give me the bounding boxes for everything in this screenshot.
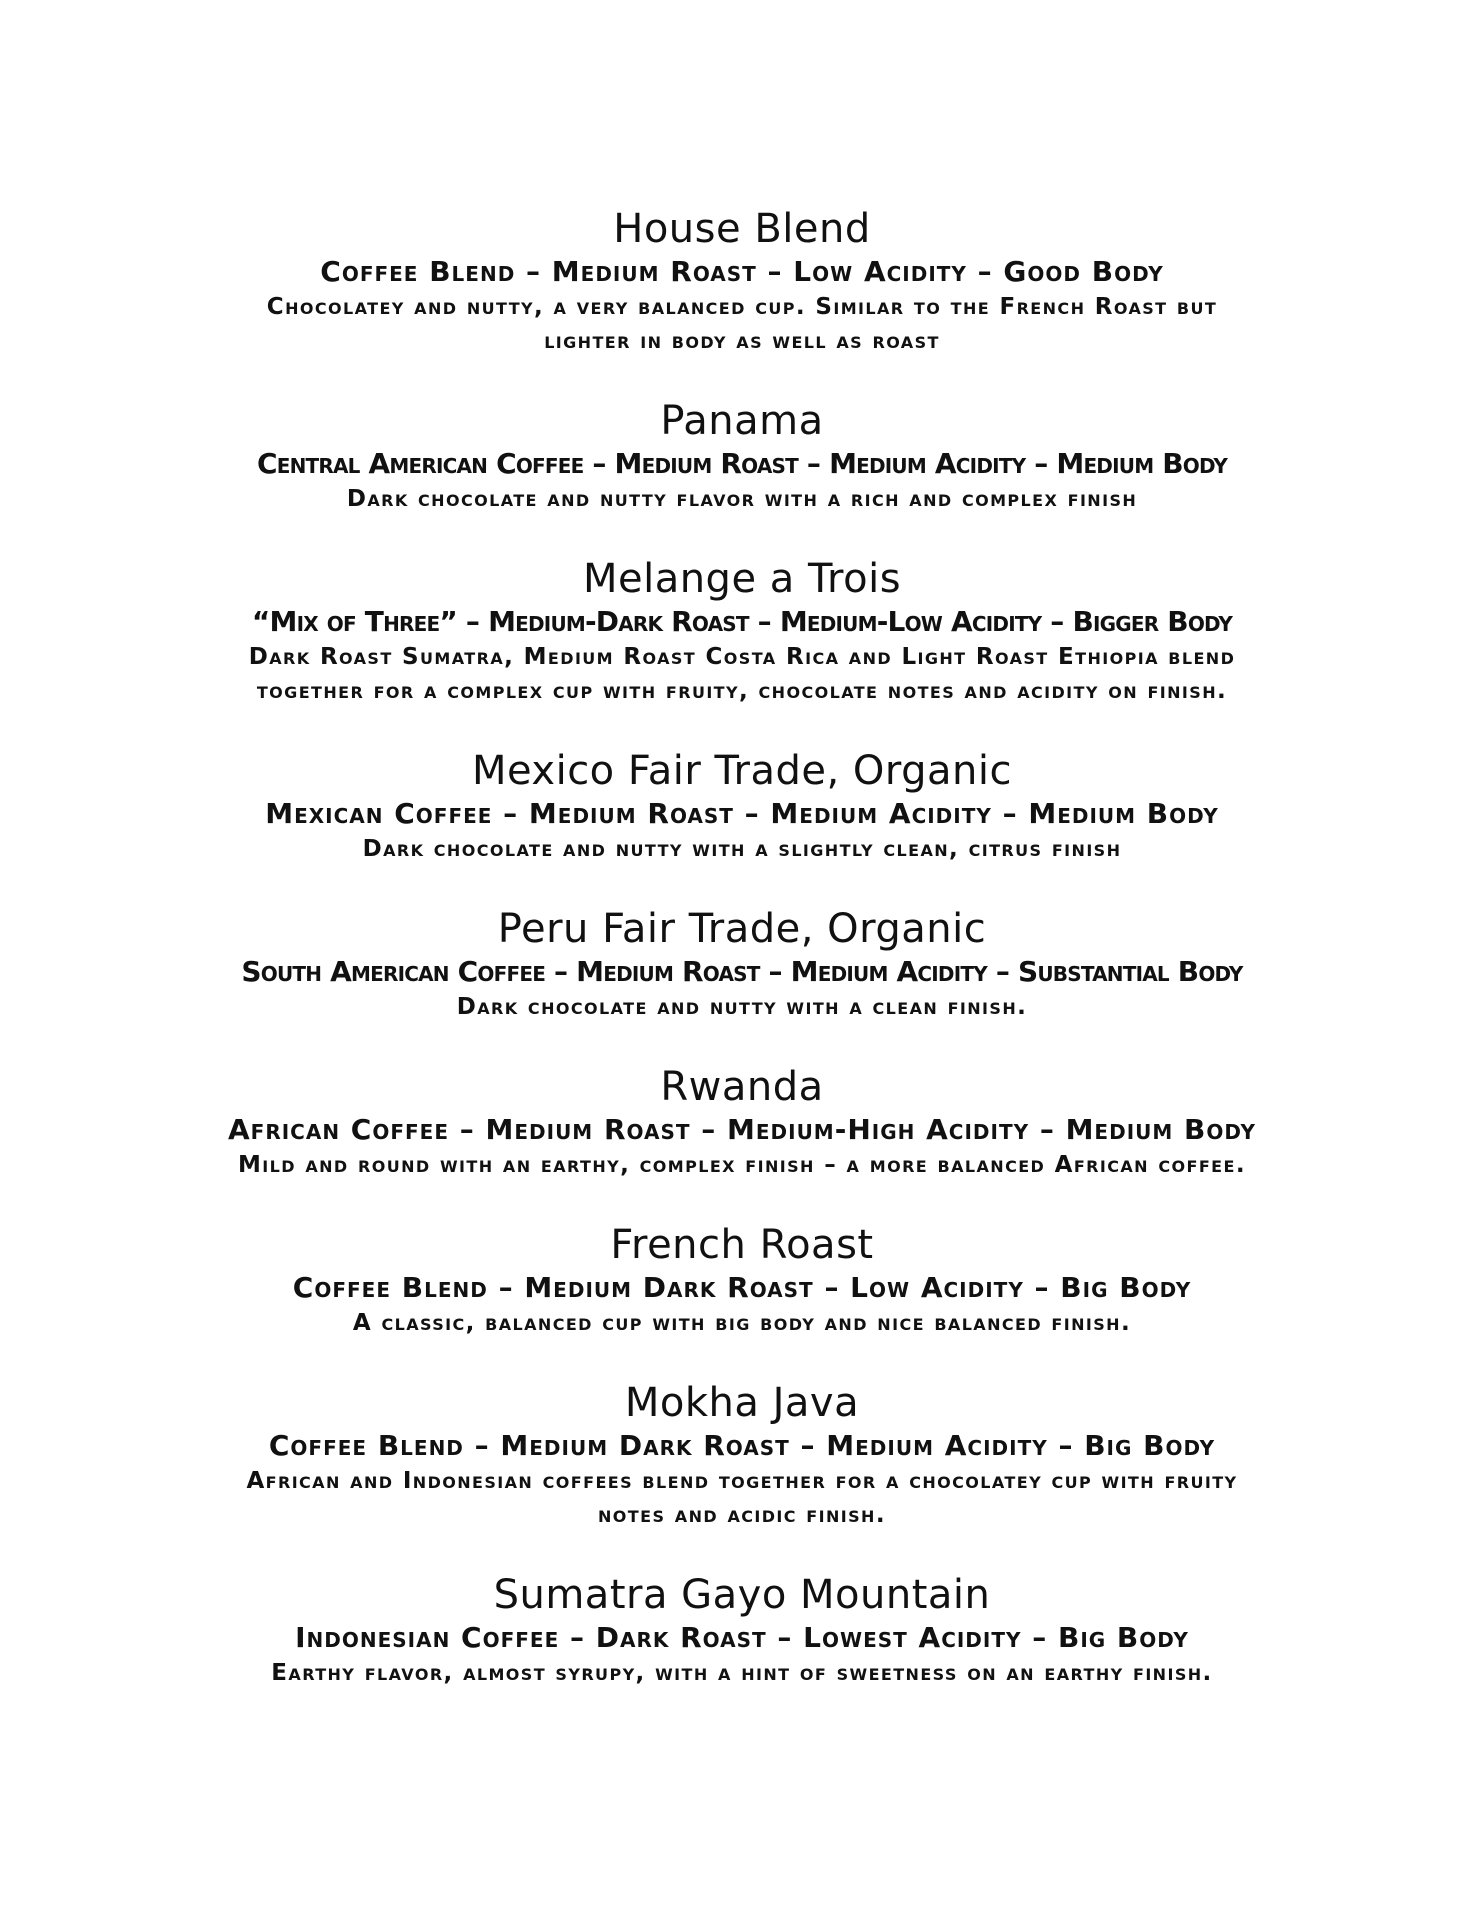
description-line: Dark chocolate and nutty flavor with a rich and complex finish: [346, 486, 1138, 512]
description-line: African and Indonesian coffees blend together for a chocolatey cup with fruity: [246, 1468, 1238, 1494]
coffee-description: [162, 1148, 1322, 1182]
description-line: notes and acidic finish.: [598, 1502, 886, 1528]
menu-entry-mokha-java: [0, 1378, 1484, 1532]
coffee-specs: Indonesian Coffee – Dark Roast – Lowest Acidity – Big Body: [295, 1621, 1189, 1654]
coffee-description: [162, 1464, 1322, 1532]
coffee-specs: Coffee Blend – Medium Dark Roast – Medium Acidity – Big Body: [268, 1429, 1216, 1462]
menu-entry-sumatra: [0, 1570, 1484, 1690]
coffee-name: Peru Fair Trade, Organic: [497, 906, 987, 952]
description-line: Earthy flavor, almost syrupy, with a hint of sweetness on an earthy finish.: [271, 1660, 1213, 1686]
coffee-name: Rwanda: [660, 1064, 824, 1110]
menu-entry-melange-a-trois: [0, 554, 1484, 708]
coffee-description: [162, 290, 1322, 358]
description-line: Dark chocolate and nutty with a slightly clean, citrus finish: [362, 836, 1122, 862]
coffee-name: Panama: [660, 398, 824, 444]
description-line: Dark Roast Sumatra, Medium Roast Costa Rica and Light Roast Ethiopia blend: [248, 644, 1236, 670]
menu-entry-house-blend: [0, 204, 1484, 358]
coffee-specs: Mexican Coffee – Medium Roast – Medium Acidity – Medium Body: [265, 797, 1219, 830]
description-line: together for a complex cup with fruity, chocolate notes and acidity on finish.: [256, 678, 1228, 704]
description-line: A classic, balanced cup with big body and nice balanced finish.: [352, 1310, 1132, 1336]
coffee-menu: [0, 204, 1484, 1728]
coffee-description: [162, 990, 1322, 1024]
menu-entry-mexico: [0, 746, 1484, 866]
coffee-specs: Coffee Blend – Medium Roast – Low Acidity – Good Body: [320, 255, 1164, 288]
coffee-description: [162, 1306, 1322, 1340]
coffee-specs: Central American Coffee – Medium Roast – Medium Acidity – Medium Body: [256, 447, 1228, 480]
coffee-description: [162, 832, 1322, 866]
coffee-description: [162, 1656, 1322, 1690]
coffee-specs: African Coffee – Medium Roast – Medium-High Acidity – Medium Body: [227, 1113, 1256, 1146]
coffee-description: [162, 640, 1322, 708]
coffee-name: Melange a Trois: [582, 556, 902, 602]
menu-entry-french-roast: [0, 1220, 1484, 1340]
coffee-specs: Coffee Blend – Medium Dark Roast – Low Acidity – Big Body: [292, 1271, 1192, 1304]
coffee-name: French Roast: [610, 1222, 874, 1268]
menu-entry-panama: [0, 396, 1484, 516]
menu-entry-rwanda: [0, 1062, 1484, 1182]
coffee-name: House Blend: [613, 206, 871, 252]
menu-entry-peru: [0, 904, 1484, 1024]
coffee-name: Sumatra Gayo Mountain: [493, 1572, 991, 1618]
description-line: Dark chocolate and nutty with a clean finish.: [456, 994, 1028, 1020]
coffee-specs: South American Coffee – Medium Roast – Medium Acidity – Substantial Body: [241, 955, 1243, 988]
coffee-name: Mexico Fair Trade, Organic: [471, 748, 1013, 794]
coffee-description: [162, 482, 1322, 516]
description-line: Chocolatey and nutty, a very balanced cup. Similar to the French Roast but: [266, 294, 1218, 320]
description-line: Mild and round with an earthy, complex finish – a more balanced African coffee.: [238, 1152, 1246, 1178]
coffee-name: Mokha Java: [624, 1380, 860, 1426]
description-line: lighter in body as well as roast: [544, 328, 940, 354]
coffee-specs: “Mix of Three” – Medium-Dark Roast – Medium-Low Acidity – Bigger Body: [251, 605, 1233, 638]
